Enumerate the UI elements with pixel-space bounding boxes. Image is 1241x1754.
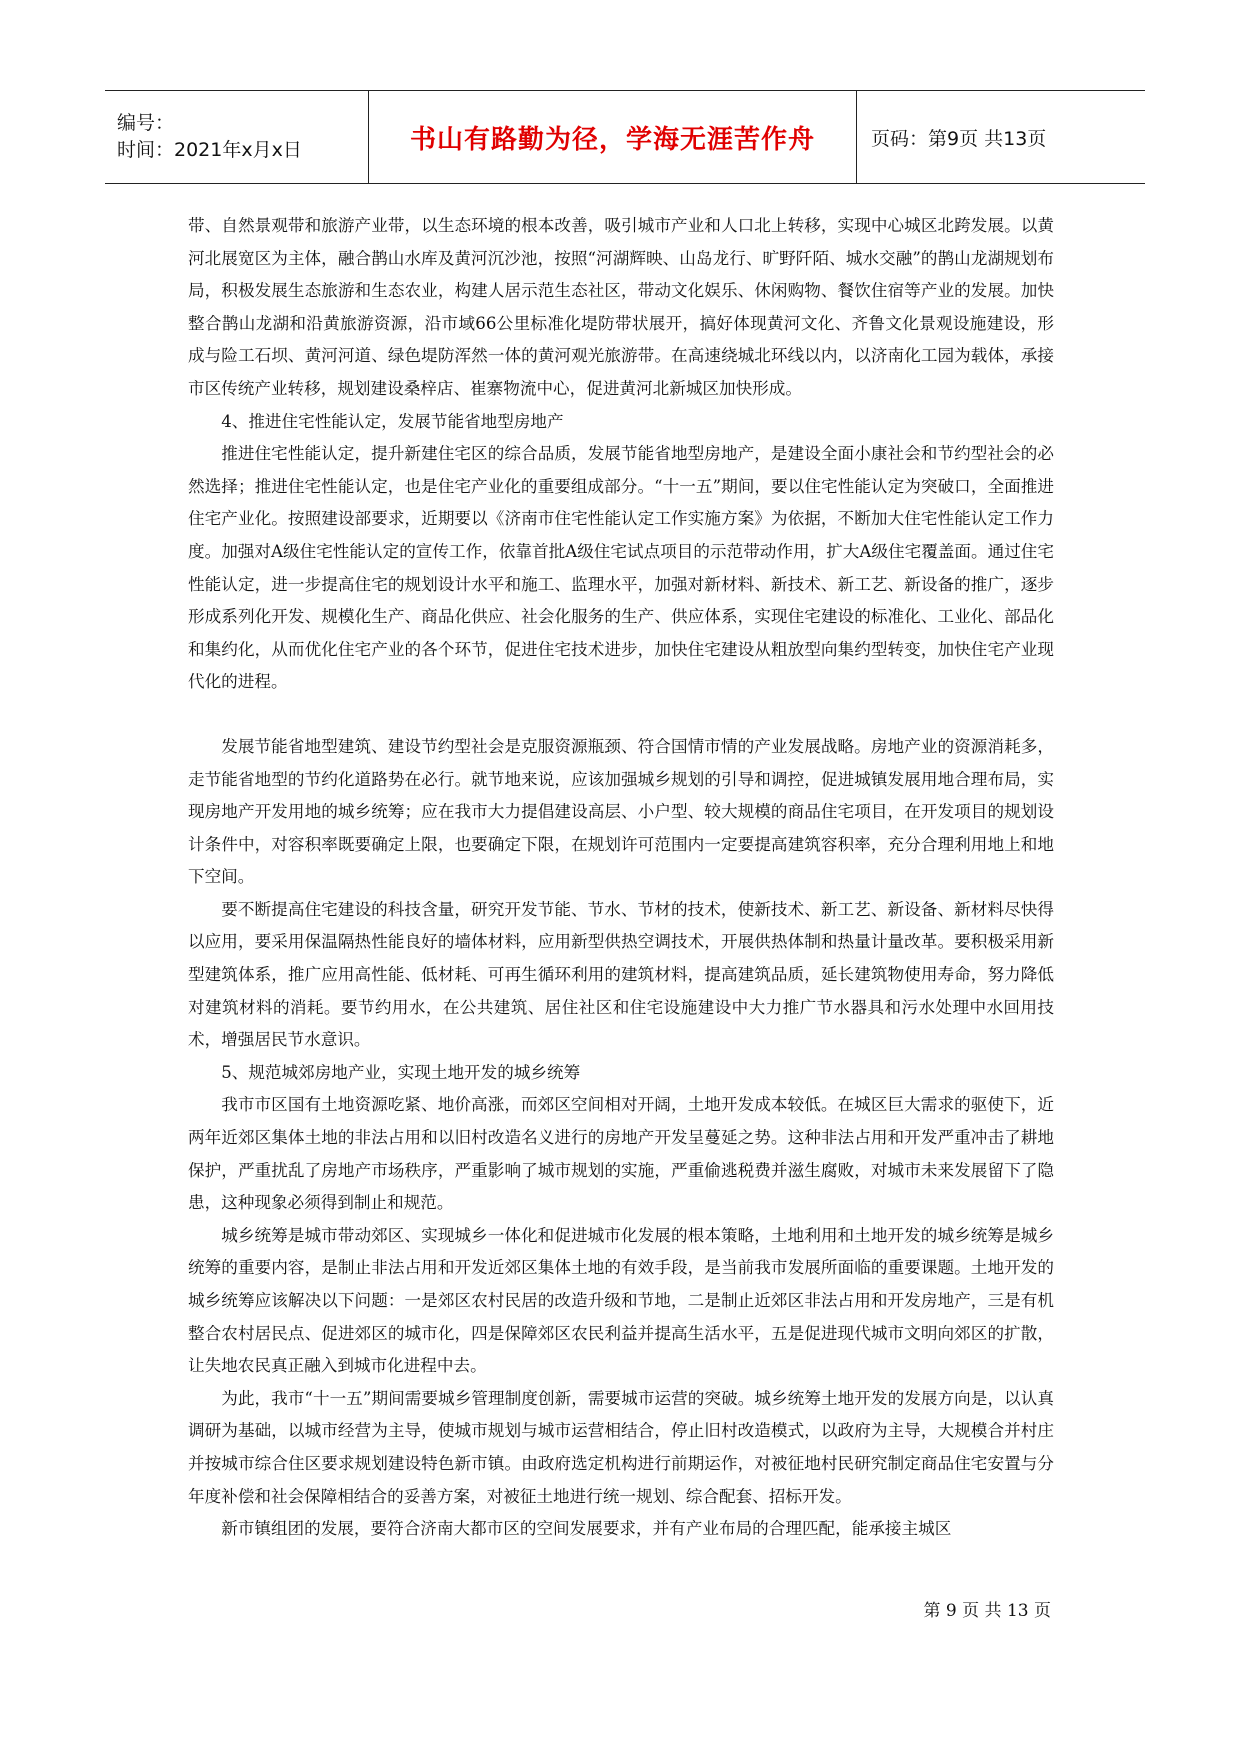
header-motto-cell <box>369 91 857 183</box>
page-header <box>105 90 1145 184</box>
document-date-label: 时间：2021年x月x日 <box>117 139 302 161</box>
header-motto: 书山有路勤为径，学海无涯苦作舟 <box>409 124 815 155</box>
header-page-label: 页码：第9页 共13页 <box>871 127 1047 150</box>
body-paragraph: 我市市区国有土地资源吃紧、地价高涨，而郊区空间相对开阔，土地开发成本较低。在城区巨大需求的驱使下，近两年近郊区集体土地的非法占用和以旧村改造名义进行的房地产开发呈蔓延之势。这种非法占用和开发严重冲击了耕地保护，严重扰乱了房地产市场秩序，严重影响了城市规划的实施，严重偷逃税费并滋生腐败，对城市未来发展留下了隐患，这种现象必须得到制止和规范。 <box>188 1095 1054 1213</box>
body-paragraph: 新市镇组团的发展，要符合济南大都市区的空间发展要求，并有产业布局的合理匹配，能承接主城区 <box>221 1519 952 1539</box>
document-number-label: 编号： <box>117 112 175 134</box>
page-footer: 第 9 页 共 13 页 <box>923 1601 1051 1621</box>
section-heading-4: 4、推进住宅性能认定，发展节能省地型房地产 <box>221 411 564 431</box>
document-body <box>188 210 1054 1546</box>
paragraph-gap <box>188 699 1054 731</box>
section-heading-5: 5、规范城郊房地产业，实现土地开发的城乡统筹 <box>221 1062 581 1082</box>
body-paragraph: 推进住宅性能认定，提升新建住宅区的综合品质，发展节能省地型房地产，是建设全面小康社会和节约型社会的必然选择；推进住宅性能认定，也是住宅产业化的重要组成部分。“十一五”期间，要以住宅性能认定为突破口，全面推进住宅产业化。按照建设部要求，近期要以《济南市住宅性能认定工作实施方案》为依据，不断加大住宅性能认定工作力度。加强对A级住宅性能认定的宣传工作，依靠首批A级住宅试点项目的示范带动作用，扩大A级住宅覆盖面。通过住宅性能认定，进一步提高住宅的规划设计水平和施工、监理水平，加强对新材料、新技术、新工艺、新设备的推广，逐步形成系列化开发、规模化生产、商品化供应、社会化服务的生产、供应体系，实现住宅建设的标准化、工业化、部品化和集约化，从而优化住宅产业的各个环节，促进住宅技术进步，加快住宅建设从粗放型向集约型转变，加快住宅产业现代化的进程。 <box>188 444 1054 692</box>
body-paragraph: 要不断提高住宅建设的科技含量，研究开发节能、节水、节材的技术，使新技术、新工艺、新设备、新材料尽快得以应用，要采用保温隔热性能良好的墙体材料，应用新型供热空调技术，开展供热体制和热量计量改革。要积极采用新型建筑体系，推广应用高性能、低材耗、可再生循环利用的建筑材料，提高建筑品质，延长建筑物使用寿命，努力降低对建筑材料的消耗。要节约用水，在公共建筑、居住社区和住宅设施建设中大力推广节水器具和污水处理中水回用技术，增强居民节水意识。 <box>188 899 1054 1050</box>
body-paragraph: 城乡统筹是城市带动郊区、实现城乡一体化和促进城市化发展的根本策略，土地利用和土地开发的城乡统筹是城乡统筹的重要内容，是制止非法占用和开发近郊区集体土地的有效手段，是当前我市发展所面临的重要课题。土地开发的城乡统筹应该解决以下问题：一是郊区农村民居的改造升级和节地，二是制止近郊区非法占用和开发房地产，三是有机整合农村居民点、促进郊区的城市化，四是保障郊区农民利益并提高生活水平，五是促进现代城市文明向郊区的扩散，让失地农民真正融入到城市化进程中去。 <box>188 1225 1054 1376</box>
body-paragraph: 发展节能省地型建筑、建设节约型社会是克服资源瓶颈、符合国情市情的产业发展战略。房地产业的资源消耗多，走节能省地型的节约化道路势在必行。就节地来说，应该加强城乡规划的引导和调控，促进城镇发展用地合理布局，实现房地产开发用地的城乡统筹；应在我市大力提倡建设高层、小户型、较大规模的商品住宅项目，在开发项目的规划设计条件中，对容积率既要确定上限，也要确定下限，在规划许可范围内一定要提高建筑容积率，充分合理利用地上和地下空间。 <box>188 736 1054 887</box>
body-paragraph: 为此，我市“十一五”期间需要城乡管理制度创新，需要城市运营的突破。城乡统筹土地开发的发展方向是，以认真调研为基础，以城市经营为主导，使城市规划与城市运营相结合，停止旧村改造模式，以政府为主导，大规模合并村庄并按城市综合住区要求规划建设特色新市镇。由政府选定机构进行前期运作，对被征地村民研究制定商品住宅安置与分年度补偿和社会保障相结合的妥善方案，对被征土地进行统一规划、综合配套、招标开发。 <box>188 1388 1054 1506</box>
header-info-cell <box>105 91 369 183</box>
body-paragraph: 带、自然景观带和旅游产业带，以生态环境的根本改善，吸引城市产业和人口北上转移，实现中心城区北跨发展。以黄河北展宽区为主体，融合鹊山水库及黄河沉沙池，按照“河湖辉映、山岛龙行、旷野阡陌、城水交融”的鹊山龙湖规划布局，积极发展生态旅游和生态农业，构建人居示范生态社区，带动文化娱乐、休闲购物、餐饮住宿等产业的发展。加快整合鹊山龙湖和沿黄旅游资源，沿市域66公里标准化堤防带状展开，搞好体现黄河文化、齐鲁文化景观设施建设，形成与险工石坝、黄河河道、绿色堤防浑然一体的黄河观光旅游带。在高速绕城北环线以内，以济南化工园为载体，承接市区传统产业转移，规划建设桑梓店、崔寨物流中心，促进黄河北新城区加快形成。 <box>188 216 1054 398</box>
header-page-cell <box>857 91 1145 183</box>
